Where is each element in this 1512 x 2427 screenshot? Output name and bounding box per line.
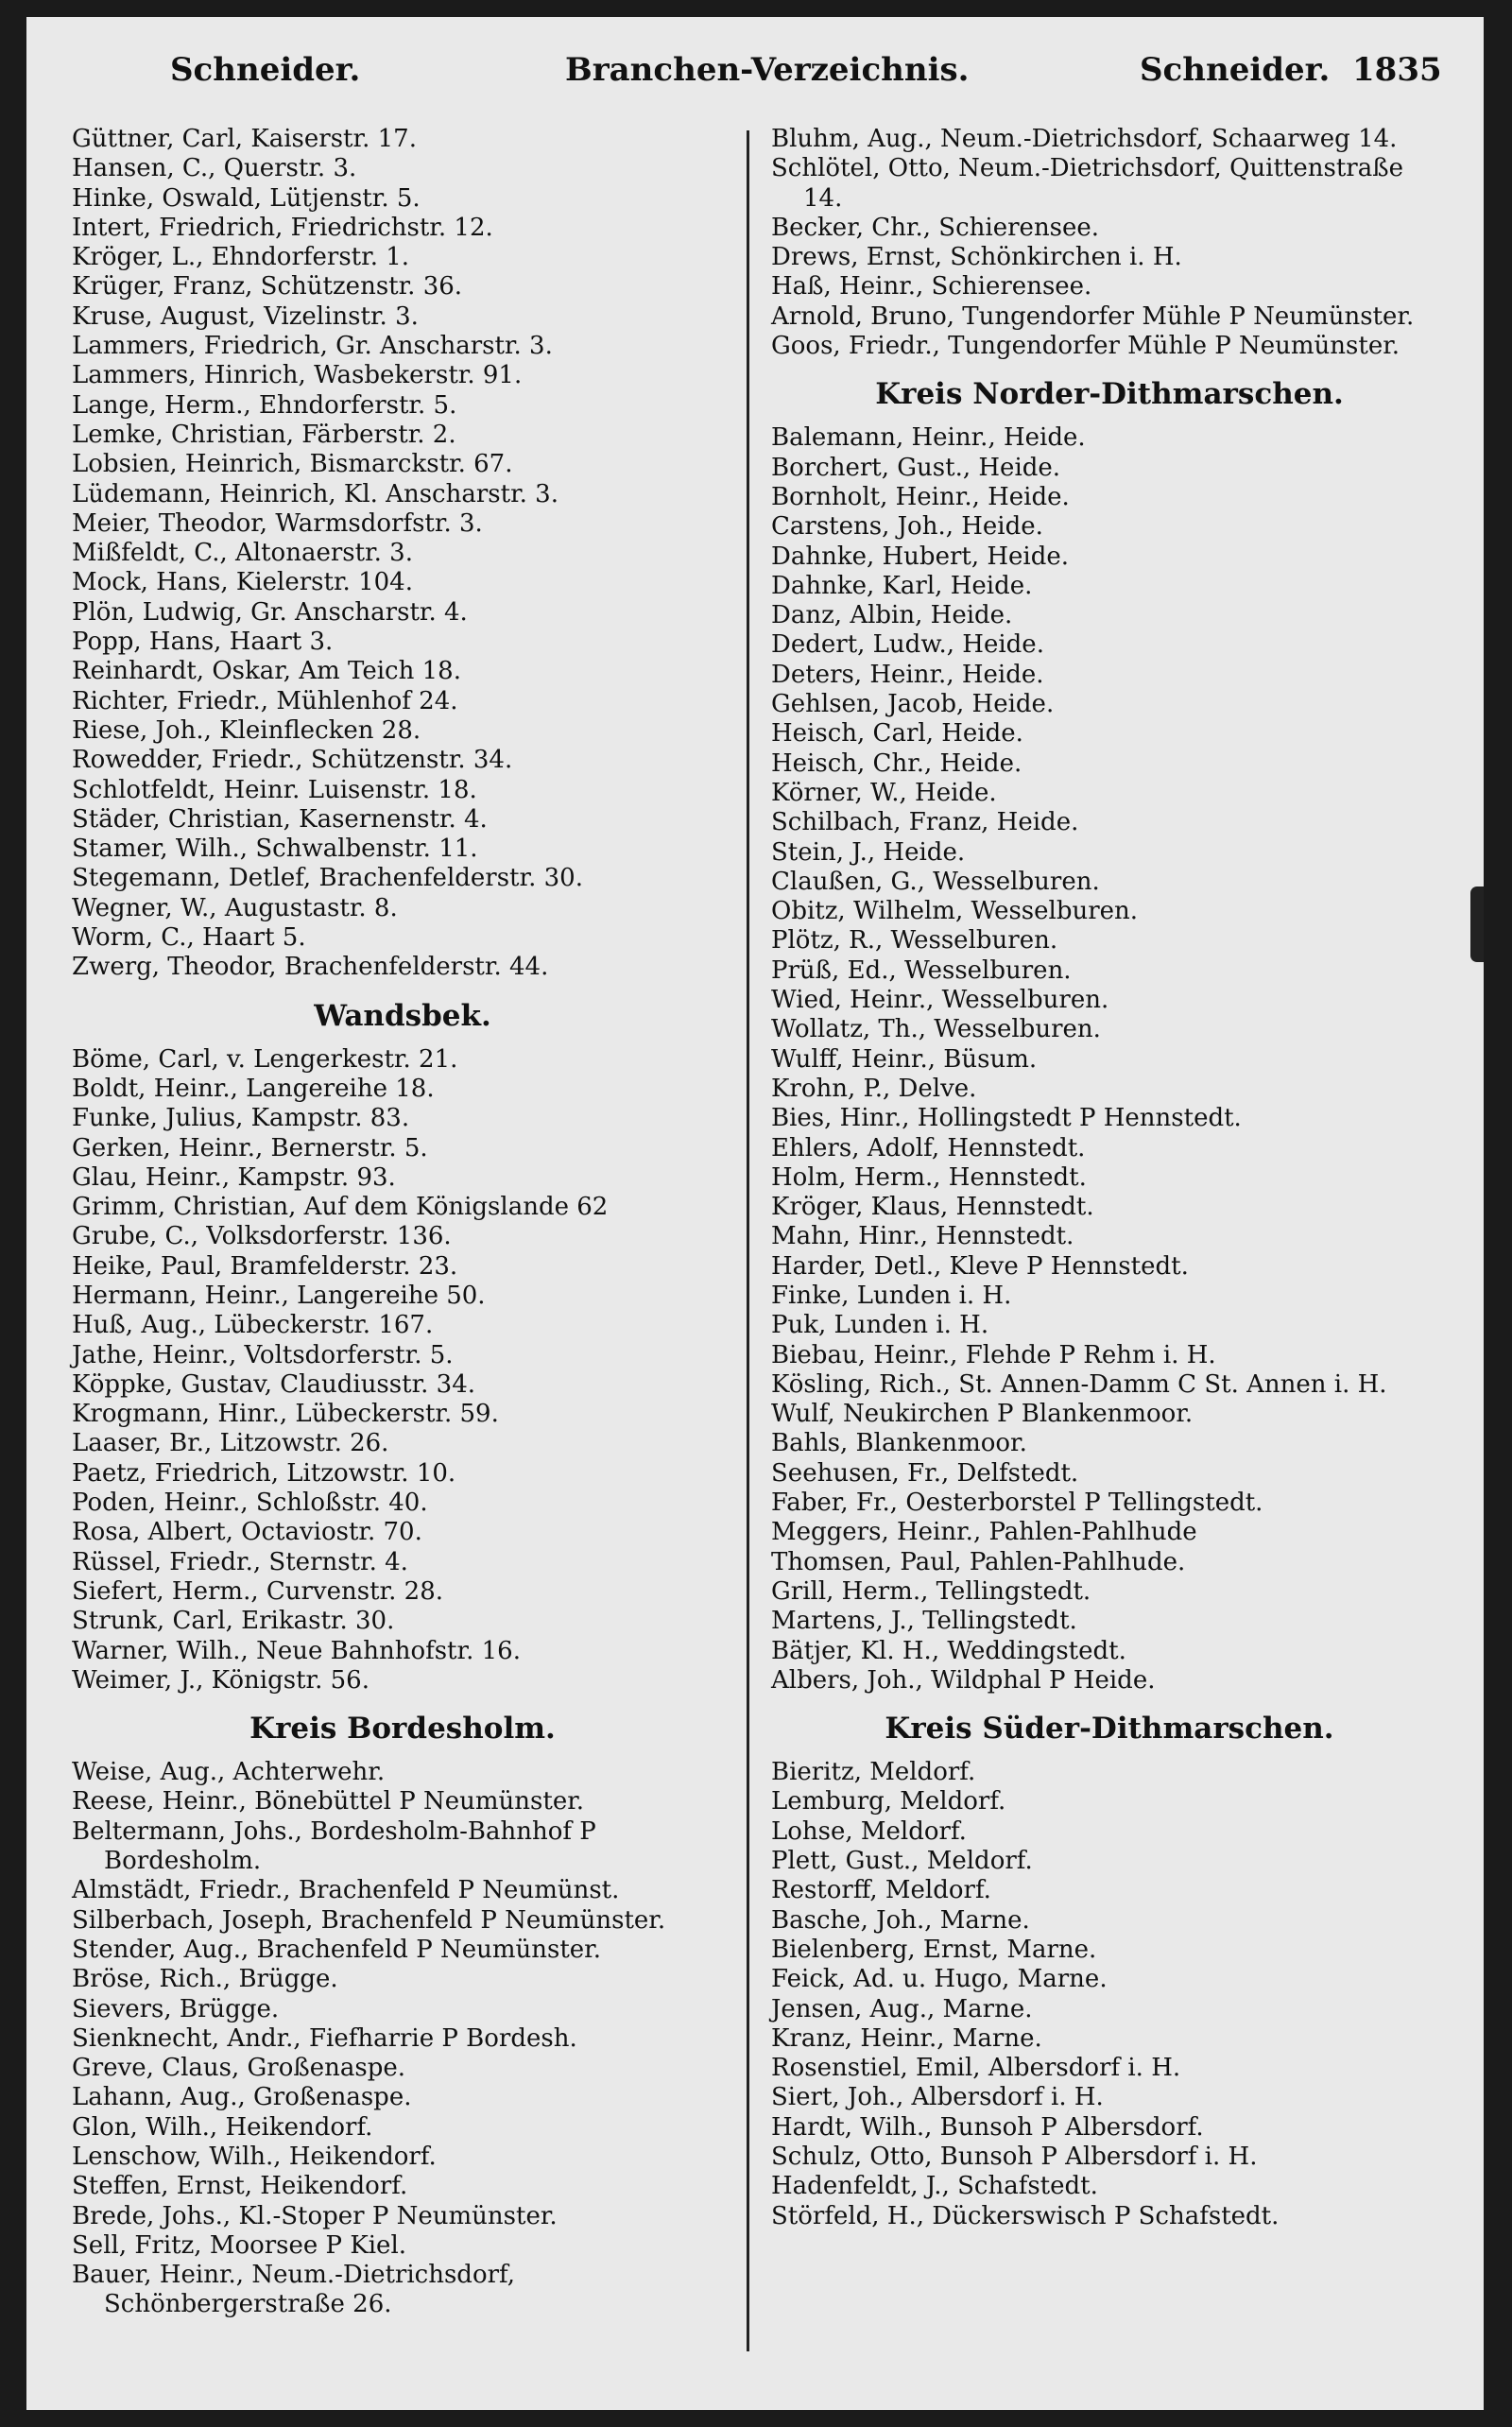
directory-entry: Reese, Heinr., Bönebüttel P Neumünster. [72,1787,585,1816]
directory-entry: Weise, Aug., Achterwehr. [72,1758,386,1787]
directory-entry: Schlötel, Otto, Neum.-Dietrichsdorf, Quittenstraße 14. [771,154,1403,213]
directory-entry: Bätjer, Kl. H., Weddingstedt. [771,1636,1126,1665]
directory-entry: Lobsien, Heinrich, Bismarckstr. 67. [72,450,513,479]
directory-entry: Boldt, Heinr., Langereihe 18. [72,1074,435,1103]
directory-entry: Schulz, Otto, Bunsoh P Albersdorf i. H. [771,2143,1258,2171]
section-heading-wandsbek: Wandsbek. [314,998,491,1033]
directory-entry: Deters, Heinr., Heide. [771,660,1044,689]
directory-entry: Puk, Lunden i. H. [771,1311,989,1340]
directory-entry: Heike, Paul, Bramfelderstr. 23. [72,1251,458,1281]
directory-entry: Sienknecht, Andr., Fiefharrie P Bordesh. [72,2023,577,2053]
directory-entry: Albers, Joh., Wildphal P Heide. [771,1665,1156,1695]
directory-entry: Hansen, C., Querstr. 3. [72,154,357,183]
directory-entry: Paetz, Friedrich, Litzowstr. 10. [72,1458,456,1488]
directory-entry: Finke, Lunden i. H. [771,1281,1012,1310]
section-heading-norder-dithmarschen: Kreis Norder-Dithmarschen. [875,377,1344,412]
right-column [771,125,1448,2231]
directory-entry: Arnold, Bruno, Tungendorfer Mühle P Neumünster. [771,301,1415,331]
directory-entry: Dedert, Ludw., Heide. [771,630,1044,660]
directory-entry: Silberbach, Joseph, Brachenfeld P Neumünster. [72,1905,666,1935]
directory-entry: Rowedder, Friedr., Schützenstr. 34. [72,746,513,775]
edge-smudge [1470,886,1484,962]
directory-entry: Hardt, Wilh., Bunsoh P Albersdorf. [771,2112,1204,2142]
directory-entry: Obitz, Wilhelm, Wesselburen. [771,897,1139,926]
directory-entry: Lammers, Hinrich, Wasbekerstr. 91. [72,361,523,390]
directory-entry: Bahls, Blankenmoor. [771,1429,1027,1458]
directory-entry: Rosenstiel, Emil, Albersdorf i. H. [771,2054,1181,2083]
directory-entry: Hadenfeldt, J., Schafstedt. [771,2172,1098,2201]
directory-entry: Stamer, Wilh., Schwalbenstr. 11. [72,835,478,864]
directory-entry: Poden, Heinr., Schloßstr. 40. [72,1489,428,1518]
directory-entry: Sell, Fritz, Moorsee P Kiel. [72,2230,407,2260]
directory-entry: Rüssel, Friedr., Sternstr. 4. [72,1547,408,1576]
directory-entry: Grimm, Christian, Auf dem Königslande 62 [72,1193,609,1222]
directory-page [26,17,1484,2410]
directory-entry: Lemburg, Meldorf. [771,1787,1006,1816]
directory-entry: Meggers, Heinr., Pahlen-Pahlhude [771,1518,1197,1547]
directory-entry: Lenschow, Wilh., Heikendorf. [72,2143,437,2171]
directory-entry: Dahnke, Karl, Heide. [771,571,1033,600]
directory-entry: Hinke, Oswald, Lütjenstr. 5. [72,183,421,213]
left-column [72,125,733,2320]
directory-entry: Seehusen, Fr., Delfstedt. [771,1458,1079,1488]
list-wandsbek [72,1045,733,1696]
directory-entry: Städer, Christian, Kasernenstr. 4. [72,804,488,834]
directory-entry: Kösling, Rich., St. Annen-Damm C St. Annen i. H. [771,1369,1387,1399]
directory-entry: Lohse, Meldorf. [771,1816,967,1846]
directory-entry: Krüger, Franz, Schützenstr. 36. [72,272,463,301]
directory-entry: Hermann, Heinr., Langereihe 50. [72,1281,486,1310]
directory-entry: Laaser, Br., Litzowstr. 26. [72,1429,389,1458]
directory-entry: Heisch, Carl, Heide. [771,719,1023,749]
directory-entry: Biebau, Heinr., Flehde P Rehm i. H. [771,1340,1216,1369]
page-header [26,51,1484,108]
directory-entry: Steffen, Ernst, Heikendorf. [72,2172,408,2201]
directory-entry: Mock, Hans, Kielerstr. 104. [72,568,413,597]
header-right-title: Schneider. [1140,51,1331,89]
directory-entry: Gerken, Heinr., Bernerstr. 5. [72,1133,428,1162]
directory-entry: Funke, Julius, Kampstr. 83. [72,1104,410,1133]
directory-entry: Güttner, Carl, Kaiserstr. 17. [72,125,417,153]
directory-entry: Haß, Heinr., Schierensee. [771,272,1092,301]
directory-entry: Plett, Gust., Meldorf. [771,1847,1033,1876]
directory-entry: Rosa, Albert, Octaviostr. 70. [72,1518,422,1547]
directory-entry: Glau, Heinr., Kampstr. 93. [72,1162,396,1192]
directory-entry: Balemann, Heinr., Heide. [771,423,1086,453]
directory-entry: Goos, Friedr., Tungendorfer Mühle P Neumünster. [771,332,1400,361]
column-divider [747,130,749,2351]
directory-entry: Warner, Wilh., Neue Bahnhofstr. 16. [72,1636,521,1665]
directory-entry: Böme, Carl, v. Lengerkestr. 21. [72,1044,458,1074]
directory-entry: Wegner, W., Augustastr. 8. [72,893,398,922]
directory-entry: Wollatz, Th., Wesselburen. [771,1015,1101,1044]
directory-entry: Brede, Johs., Kl.-Stoper P Neumünster. [72,2201,558,2230]
directory-entry: Prüß, Ed., Wesselburen. [771,955,1072,985]
directory-entry: Bröse, Rich., Brügge. [72,1965,338,1994]
directory-entry: Plötz, R., Wesselburen. [771,926,1058,955]
list-norder-dithmarschen [771,423,1448,1695]
directory-entry: Intert, Friedrich, Friedrichstr. 12. [72,213,493,242]
directory-entry: Kröger, Klaus, Hennstedt. [771,1193,1094,1222]
directory-entry: Claußen, G., Wesselburen. [771,867,1100,896]
directory-entry: Carstens, Joh., Heide. [771,512,1043,542]
directory-entry: Lüdemann, Heinrich, Kl. Anscharstr. 3. [72,479,558,508]
directory-entry: Becker, Chr., Schierensee. [771,213,1100,242]
directory-entry: Holm, Herm., Hennstedt. [771,1162,1087,1192]
directory-entry: Köppke, Gustav, Claudiusstr. 34. [72,1369,476,1399]
directory-entry: Krohn, P., Delve. [771,1074,977,1103]
directory-entry: Bies, Hinr., Hollingstedt P Hennstedt. [771,1104,1242,1133]
directory-entry: Körner, W., Heide. [771,778,997,807]
directory-entry: Plön, Ludwig, Gr. Anscharstr. 4. [72,597,468,627]
list-bordesholm [72,1758,733,2320]
directory-entry: Siert, Joh., Albersdorf i. H. [771,2083,1104,2112]
directory-entry: Riese, Joh., Kleinflecken 28. [72,715,421,745]
directory-entry: Restorff, Meldorf. [771,1876,991,1905]
directory-entry: Grube, C., Volksdorferstr. 136. [72,1222,452,1251]
directory-entry: Bieritz, Meldorf. [771,1758,976,1787]
directory-entry: Bielenberg, Ernst, Marne. [771,1935,1097,1964]
directory-entry: Zwerg, Theodor, Brachenfelderstr. 44. [72,953,549,982]
list-sueder-dithmarschen [771,1758,1448,2231]
section-heading-sueder-dithmarschen: Kreis Süder-Dithmarschen. [885,1712,1334,1747]
directory-entry: Popp, Hans, Haart 3. [72,628,334,657]
directory-entry: Greve, Claus, Großenaspe. [72,2054,406,2083]
directory-entry: Huß, Aug., Lübeckerstr. 167. [72,1311,434,1340]
page-number: 1835 [1352,51,1442,89]
directory-entry: Mißfeldt, C., Altonaerstr. 3. [72,539,413,568]
directory-entry: Stegemann, Detlef, Brachenfelderstr. 30. [72,864,583,893]
directory-entry: Weimer, J., Königstr. 56. [72,1665,369,1695]
directory-entry: Borchert, Gust., Heide. [771,453,1061,482]
directory-entry: Thomsen, Paul, Pahlen-Pahlhude. [771,1547,1186,1576]
directory-entry: Mahn, Hinr., Hennstedt. [771,1222,1074,1251]
directory-entry: Drews, Ernst, Schönkirchen i. H. [771,243,1182,272]
list-top-right [771,125,1448,361]
directory-entry: Martens, J., Tellingstedt. [771,1607,1077,1636]
directory-entry: Lemke, Christian, Färberstr. 2. [72,420,456,449]
directory-entry: Glon, Wilh., Heikendorf. [72,2112,373,2142]
directory-entry: Siefert, Herm., Curvenstr. 28. [72,1576,443,1606]
directory-entry: Feick, Ad. u. Hugo, Marne. [771,1965,1108,1994]
directory-entry: Kruse, August, Vizelinstr. 3. [72,301,419,331]
directory-entry: Heisch, Chr., Heide. [771,749,1022,778]
header-left-title: Schneider. [170,51,361,89]
directory-entry: Jensen, Aug., Marne. [771,1994,1033,2023]
header-center-title: Branchen-Verzeichnis. [565,51,970,89]
directory-entry: Basche, Joh., Marne. [771,1905,1030,1935]
directory-entry: Almstädt, Friedr., Brachenfeld P Neumünst. [72,1876,620,1905]
directory-entry: Krogmann, Hinr., Lübeckerstr. 59. [72,1400,499,1429]
directory-entry: Meier, Theodor, Warmsdorfstr. 3. [72,508,483,538]
directory-entry: Schlotfeldt, Heinr. Luisenstr. 18. [72,775,477,804]
directory-entry: Wulf, Neukirchen P Blankenmoor. [771,1400,1194,1429]
directory-entry: Lahann, Aug., Großenaspe. [72,2083,412,2112]
directory-entry: Stender, Aug., Brachenfeld P Neumünster. [72,1935,601,1964]
directory-entry: Wulff, Heinr., Büsum. [771,1044,1038,1074]
directory-entry: Lammers, Friedrich, Gr. Anscharstr. 3. [72,332,553,361]
directory-entry: Kröger, L., Ehndorferstr. 1. [72,243,410,272]
directory-entry: Gehlsen, Jacob, Heide. [771,690,1055,719]
directory-entry: Dahnke, Hubert, Heide. [771,542,1070,571]
directory-entry: Beltermann, Johs., Bordesholm-Bahnhof P Bordesholm. [72,1816,596,1876]
directory-entry: Reinhardt, Oskar, Am Teich 18. [72,657,461,686]
directory-entry: Schilbach, Franz, Heide. [771,808,1079,837]
directory-entry: Grill, Herm., Tellingstedt. [771,1576,1091,1606]
directory-entry: Wied, Heinr., Wesselburen. [771,986,1109,1015]
directory-entry: Worm, C., Haart 5. [72,923,306,953]
section-heading-bordesholm: Kreis Bordesholm. [249,1712,556,1747]
directory-entry: Bornholt, Heinr., Heide. [771,482,1070,511]
directory-entry: Faber, Fr., Oesterborstel P Tellingstedt. [771,1489,1263,1518]
directory-entry: Danz, Albin, Heide. [771,601,1013,630]
directory-entry: Jathe, Heinr., Voltsdorferstr. 5. [72,1340,454,1369]
directory-entry: Richter, Friedr., Mühlenhof 24. [72,686,458,715]
directory-entry: Lange, Herm., Ehndorferstr. 5. [72,390,457,420]
directory-entry: Störfeld, H., Dückerswisch P Schafstedt. [771,2201,1280,2230]
directory-entry: Harder, Detl., Kleve P Hennstedt. [771,1251,1189,1281]
directory-entry: Sievers, Brügge. [72,1994,280,2023]
directory-entry: Stein, J., Heide. [771,837,966,867]
directory-entry: Bluhm, Aug., Neum.-Dietrichsdorf, Schaarweg 14. [771,125,1398,153]
directory-entry: Ehlers, Adolf, Hennstedt. [771,1133,1086,1162]
directory-entry: Strunk, Carl, Erikastr. 30. [72,1607,395,1636]
directory-entry: Kranz, Heinr., Marne. [771,2023,1042,2053]
list-top [72,125,733,983]
directory-entry: Bauer, Heinr., Neum.-Dietrichsdorf, Schönbergerstraße 26. [72,2261,515,2319]
